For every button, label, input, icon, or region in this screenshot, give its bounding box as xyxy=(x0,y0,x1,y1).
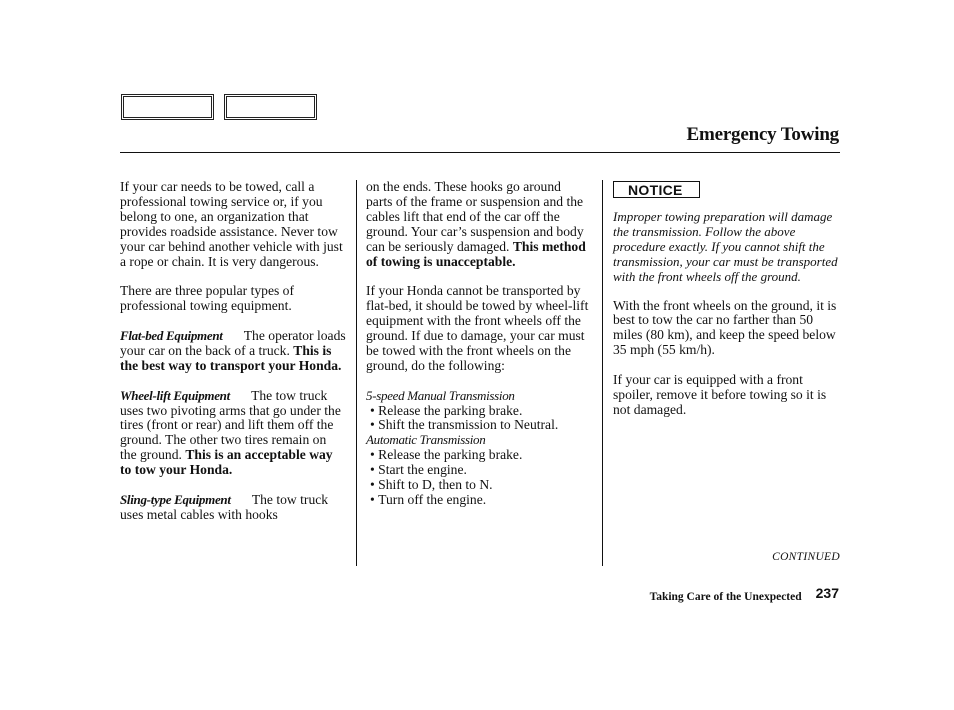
wheellift-bold: This is an acceptable way to tow your Honda. xyxy=(120,447,333,478)
page-title: Emergency Towing xyxy=(686,124,839,145)
page-number: 237 xyxy=(815,585,839,601)
manual-steps-list xyxy=(366,404,590,434)
flatbed-heading: Flat-bed Equipment xyxy=(120,328,223,344)
wheellift-heading: Wheel-lift Equipment xyxy=(120,387,230,403)
list-item: • Turn off the engine. xyxy=(366,493,590,508)
manual-heading: 5-speed Manual Transmission xyxy=(366,387,515,403)
list-item: • Shift the transmission to Neutral. xyxy=(366,418,590,433)
sling-text: The tow truck uses metal cables with hooks xyxy=(120,491,329,522)
list-item: • Shift to D, then to N. xyxy=(366,478,590,493)
column-left xyxy=(120,180,346,538)
nav-tab-box[interactable] xyxy=(224,94,317,120)
footer-section-name: Taking Care of the Unexpected xyxy=(649,591,802,603)
automatic-steps-list xyxy=(366,448,590,508)
tow-distance-paragraph: With the front wheels on the ground, it is best to tow the car no farther than 50 miles (80 km), and keep the speed below 35 mph (55 km/h). xyxy=(613,297,837,358)
intro-paragraph: If your car needs to be towed, call a professional towing service or, if you belong to one, an organization that provides roadside assistance. Never tow your car behind another vehicle with just a rope or chain. It is very dangerous. xyxy=(120,179,343,269)
sling-continued-text: on the ends. These hooks go around parts of the frame or suspension and the cables lift that end of the car off the ground. Your car’s suspension and body can be seriously damaged. xyxy=(366,179,584,254)
flatbed-bold: This is the best way to transport your Honda. xyxy=(120,342,342,373)
sling-section xyxy=(120,493,346,523)
sling-bold: This method of towing is unacceptable. xyxy=(366,238,586,269)
column-divider xyxy=(602,180,603,566)
flatbed-text: The operator loads your car on the back of a truck. xyxy=(120,328,346,358)
continued-label: CONTINUED xyxy=(772,551,840,563)
front-wheels-paragraph: If your Honda cannot be transported by flat-bed, it should be towed by wheel-lift equipment with the front wheels off the ground. If due to damage, your car must be towed with the front wheels on the ground, do the following: xyxy=(366,283,589,373)
nav-tab-box[interactable] xyxy=(121,94,214,120)
sling-heading: Sling-type Equipment xyxy=(120,491,231,507)
automatic-heading: Automatic Transmission xyxy=(366,432,486,448)
list-item: • Start the engine. xyxy=(366,463,590,478)
column-right xyxy=(613,180,841,433)
page-footer xyxy=(650,587,839,605)
list-item: • Release the parking brake. xyxy=(366,404,590,419)
wheellift-section xyxy=(120,389,346,478)
flatbed-section xyxy=(120,329,346,374)
spoiler-paragraph: If your car is equipped with a front spoiler, remove it before towing so it is not damaged. xyxy=(613,372,827,417)
notice-text: Improper towing preparation will damage the transmission. Follow the above procedure exactly. If you cannot shift the transmission, your car must be transported with the front wheels off the ground. xyxy=(613,209,838,284)
sling-continued-paragraph xyxy=(366,180,590,269)
column-divider xyxy=(356,180,357,566)
column-middle xyxy=(366,180,590,508)
wheellift-text: The tow truck uses two pivoting arms that go under the tires (front or rear) and lift them off the ground. The other two tires remain on the ground. xyxy=(120,387,341,463)
notice-badge: NOTICE xyxy=(613,181,700,198)
list-item: • Release the parking brake. xyxy=(366,448,590,463)
title-rule xyxy=(120,152,840,153)
equipment-intro-paragraph: There are three popular types of professional towing equipment. xyxy=(120,283,294,314)
